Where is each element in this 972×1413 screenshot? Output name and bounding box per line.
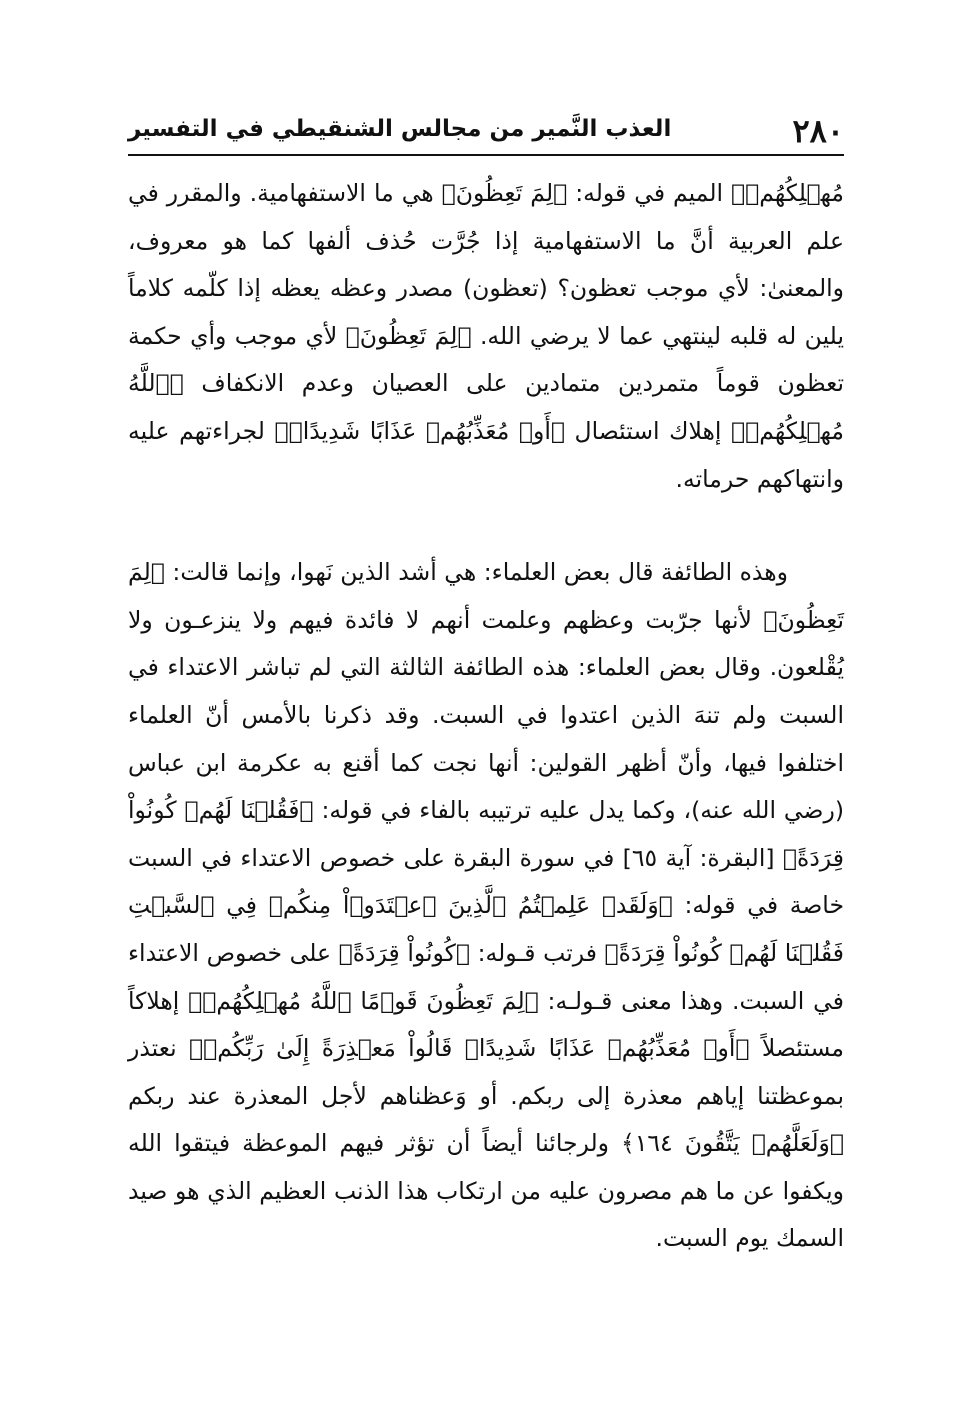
page-number: ٢٨٠ bbox=[792, 112, 844, 150]
page-body bbox=[128, 170, 844, 1263]
page-header bbox=[128, 108, 844, 156]
paragraph-1: مُهۡلِكُهُمۡ﴾ الميم في قوله: ﴿لِمَ تَعِظُونَ﴾ هي ما الاستفهامية. والمقرر في علم العربية أنَّ ما الاستفهامية إذا جُرَّت حُذف ألفها كما هو معروف، والمعنىٰ: لأي موجب تعظون؟ (تعظون) مصدر وعظه يعظه إذا كلّمه كلاماً يلين له قلبه لينتهي عما لا يرضي الله. ﴿لِمَ تَعِظُونَ﴾ لأي موجب وأي حكمة تعظون قوماً متمردين متمادين على العصيان وعدم الانكفاف ﴿ٱللَّهُ مُهۡلِكُهُمۡ﴾ إهلاك استئصال ﴿أَوۡ مُعَذِّبُهُمۡ عَذَابًا شَدِيدًاۖ﴾ لجراءتهم عليه وانتهاكهم حرماته. bbox=[128, 179, 844, 493]
book-title: العذب النَّمير من مجالس الشنقيطي في التفسير bbox=[128, 116, 672, 142]
paragraph-2: وهذه الطائفة قال بعض العلماء: هي أشد الذين نَهوا، وإنما قالت: ﴿لِمَ تَعِظُونَ﴾ لأنها جرّبت وعظهم وعلمت أنهم لا فائدة فيهم ولا ينزعـون ولا يُقْلعون. وقال بعض العلماء: هذه الطائفة الثالثة التي لم تباشر الاعتداء في السبت ولم تنهَ الذين اعتدوا في السبت. وقد ذكرنا بالأمس أنّ العلماء اختلفوا فيها، وأنّ أظهر القولين: أنها نجت كما أقنع به عكرمة ابن عباس (رضي الله عنه)، وكما يدل عليه ترتيبه بالفاء في قوله: ﴿فَقُلۡنَا لَهُمۡ كُونُواْ قِرَدَةً﴾ [البقرة: آية ٦٥] في سورة البقرة على خصوص الاعتداء في السبت خاصة في قوله: ﴿وَلَقَدۡ عَلِمۡتُمُ ٱلَّذِينَ ٱعۡتَدَوۡاْ مِنكُمۡ فِي ٱلسَّبۡتِ فَقُلۡنَا لَهُمۡ كُونُواْ قِرَدَةً﴾ فرتب قـوله: ﴿كُونُواْ قِرَدَةً﴾ على خصوص الاعتداء في السبت. وهذا معنى قـولـه: ﴿لِمَ تَعِظُونَ قَوۡمًا ٱللَّهُ مُهۡلِكُهُمۡ﴾ إهلاكاً مستئصلاً ﴿أَوۡ مُعَذِّبُهُمۡ عَذَابًا شَدِيدًاۖ قَالُواْ مَعۡذِرَةً إِلَىٰ رَبِّكُمۡ﴾ نعتذر بموعظتنا إياهم معذرة إلى ربكم. أو وَعظناهم لأجل المعذرة عند ربكم ﴿وَلَعَلَّهُمۡ يَتَّقُونَ ١٦٤﴾ ولرجائنا أيضاً أن تؤثر فيهم الموعظة فيتقوا الله ويكفوا عن ما هم مصرون عليه من ارتكاب هذا الذنب العظيم الذي هو صيد السمك يوم السبت. bbox=[128, 558, 844, 1253]
